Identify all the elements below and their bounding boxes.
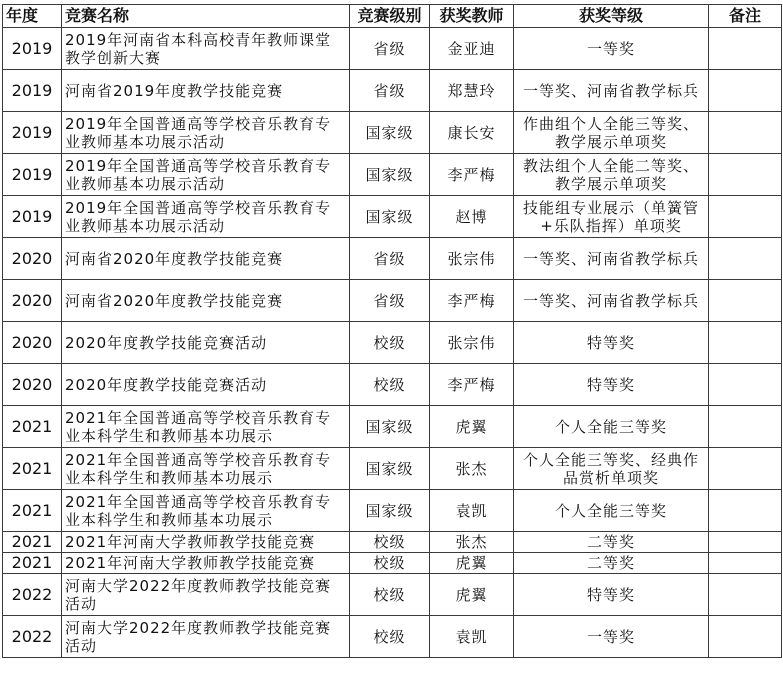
cell-level: 校级 xyxy=(350,364,430,406)
cell-name: 河南大学2022年度教师教学技能竞赛活动 xyxy=(62,574,350,616)
header-year: 年度 xyxy=(3,5,62,28)
cell-year: 2019 xyxy=(3,70,62,112)
cell-name: 2019年全国普通高等学校音乐教育专业教师基本功展示活动 xyxy=(62,112,350,154)
cell-teacher: 赵博 xyxy=(430,196,514,238)
cell-note xyxy=(709,490,782,532)
cell-year: 2022 xyxy=(3,616,62,658)
cell-year: 2020 xyxy=(3,238,62,280)
cell-level: 校级 xyxy=(350,553,430,574)
cell-year: 2020 xyxy=(3,364,62,406)
table-row xyxy=(3,28,782,70)
table-row xyxy=(3,112,782,154)
cell-year: 2020 xyxy=(3,280,62,322)
cell-award: 个人全能三等奖 xyxy=(514,406,709,448)
cell-level: 校级 xyxy=(350,532,430,553)
cell-level: 国家级 xyxy=(350,154,430,196)
header-row xyxy=(3,5,782,28)
cell-level: 校级 xyxy=(350,322,430,364)
cell-teacher: 李严梅 xyxy=(430,280,514,322)
cell-teacher: 李严梅 xyxy=(430,154,514,196)
awards-table xyxy=(2,4,782,658)
table-row xyxy=(3,364,782,406)
table-row xyxy=(3,574,782,616)
cell-award: 一等奖 xyxy=(514,28,709,70)
cell-note xyxy=(709,574,782,616)
cell-award: 一等奖 xyxy=(514,616,709,658)
table-row xyxy=(3,616,782,658)
table-row xyxy=(3,154,782,196)
cell-teacher: 虎翼 xyxy=(430,553,514,574)
cell-note xyxy=(709,553,782,574)
cell-name: 2019年全国普通高等学校音乐教育专业教师基本功展示活动 xyxy=(62,154,350,196)
cell-name: 河南大学2022年度教师教学技能竞赛活动 xyxy=(62,616,350,658)
cell-year: 2021 xyxy=(3,553,62,574)
cell-note xyxy=(709,406,782,448)
cell-teacher: 康长安 xyxy=(430,112,514,154)
cell-note xyxy=(709,70,782,112)
table-row xyxy=(3,490,782,532)
table-row xyxy=(3,238,782,280)
cell-note xyxy=(709,322,782,364)
cell-level: 省级 xyxy=(350,238,430,280)
cell-year: 2021 xyxy=(3,448,62,490)
table-row xyxy=(3,70,782,112)
cell-name: 2021年全国普通高等学校音乐教育专业本科学生和教师基本功展示 xyxy=(62,490,350,532)
cell-level: 国家级 xyxy=(350,196,430,238)
cell-award: 作曲组个人全能三等奖、教学展示单项奖 xyxy=(514,112,709,154)
cell-teacher: 金亚迪 xyxy=(430,28,514,70)
cell-teacher: 郑慧玲 xyxy=(430,70,514,112)
cell-level: 国家级 xyxy=(350,112,430,154)
cell-teacher: 李严梅 xyxy=(430,364,514,406)
cell-name: 河南省2019年度教学技能竞赛 xyxy=(62,70,350,112)
cell-year: 2019 xyxy=(3,196,62,238)
cell-note xyxy=(709,616,782,658)
cell-teacher: 袁凯 xyxy=(430,490,514,532)
cell-award: 教法组个人全能二等奖、教学展示单项奖 xyxy=(514,154,709,196)
cell-award: 个人全能三等奖、经典作品赏析单项奖 xyxy=(514,448,709,490)
cell-teacher: 袁凯 xyxy=(430,616,514,658)
cell-year: 2019 xyxy=(3,154,62,196)
table-row xyxy=(3,406,782,448)
cell-note xyxy=(709,364,782,406)
cell-teacher: 张杰 xyxy=(430,532,514,553)
cell-name: 2021年全国普通高等学校音乐教育专业本科学生和教师基本功展示 xyxy=(62,448,350,490)
cell-note xyxy=(709,532,782,553)
cell-name: 河南省2020年度教学技能竞赛 xyxy=(62,280,350,322)
header-award: 获奖等级 xyxy=(514,5,709,28)
header-teacher: 获奖教师 xyxy=(430,5,514,28)
cell-teacher: 张宗伟 xyxy=(430,322,514,364)
table-row xyxy=(3,280,782,322)
cell-award: 一等奖、河南省教学标兵 xyxy=(514,70,709,112)
cell-award: 个人全能三等奖 xyxy=(514,490,709,532)
cell-level: 省级 xyxy=(350,28,430,70)
cell-year: 2021 xyxy=(3,532,62,553)
cell-year: 2019 xyxy=(3,112,62,154)
cell-note xyxy=(709,112,782,154)
cell-award: 技能组专业展示（单簧管+乐队指挥）单项奖 xyxy=(514,196,709,238)
cell-note xyxy=(709,448,782,490)
cell-teacher: 虎翼 xyxy=(430,406,514,448)
cell-level: 省级 xyxy=(350,280,430,322)
cell-note xyxy=(709,28,782,70)
header-name: 竞赛名称 xyxy=(62,5,350,28)
cell-year: 2022 xyxy=(3,574,62,616)
cell-year: 2021 xyxy=(3,406,62,448)
cell-name: 2019年河南省本科高校青年教师课堂教学创新大赛 xyxy=(62,28,350,70)
table-row xyxy=(3,553,782,574)
cell-level: 校级 xyxy=(350,616,430,658)
table-row xyxy=(3,196,782,238)
cell-note xyxy=(709,280,782,322)
cell-name: 河南省2020年度教学技能竞赛 xyxy=(62,238,350,280)
cell-level: 省级 xyxy=(350,70,430,112)
cell-name: 2020年度教学技能竞赛活动 xyxy=(62,364,350,406)
cell-award: 特等奖 xyxy=(514,322,709,364)
cell-level: 国家级 xyxy=(350,490,430,532)
cell-year: 2020 xyxy=(3,322,62,364)
cell-name: 2019年全国普通高等学校音乐教育专业教师基本功展示活动 xyxy=(62,196,350,238)
cell-award: 二等奖 xyxy=(514,532,709,553)
cell-name: 2021年河南大学教师教学技能竞赛 xyxy=(62,553,350,574)
header-level: 竞赛级别 xyxy=(350,5,430,28)
cell-year: 2019 xyxy=(3,28,62,70)
table-row xyxy=(3,322,782,364)
cell-name: 2021年河南大学教师教学技能竞赛 xyxy=(62,532,350,553)
cell-award: 一等奖、河南省教学标兵 xyxy=(514,238,709,280)
header-note: 备注 xyxy=(709,5,782,28)
table-row xyxy=(3,448,782,490)
cell-level: 国家级 xyxy=(350,406,430,448)
table-row xyxy=(3,532,782,553)
cell-name: 2021年全国普通高等学校音乐教育专业本科学生和教师基本功展示 xyxy=(62,406,350,448)
cell-level: 国家级 xyxy=(350,448,430,490)
cell-award: 一等奖、河南省教学标兵 xyxy=(514,280,709,322)
cell-level: 校级 xyxy=(350,574,430,616)
cell-award: 特等奖 xyxy=(514,364,709,406)
cell-teacher: 张宗伟 xyxy=(430,238,514,280)
cell-name: 2020年度教学技能竞赛活动 xyxy=(62,322,350,364)
cell-note xyxy=(709,196,782,238)
cell-teacher: 张杰 xyxy=(430,448,514,490)
cell-award: 二等奖 xyxy=(514,553,709,574)
cell-teacher: 虎翼 xyxy=(430,574,514,616)
cell-note xyxy=(709,238,782,280)
cell-year: 2021 xyxy=(3,490,62,532)
cell-note xyxy=(709,154,782,196)
cell-award: 特等奖 xyxy=(514,574,709,616)
